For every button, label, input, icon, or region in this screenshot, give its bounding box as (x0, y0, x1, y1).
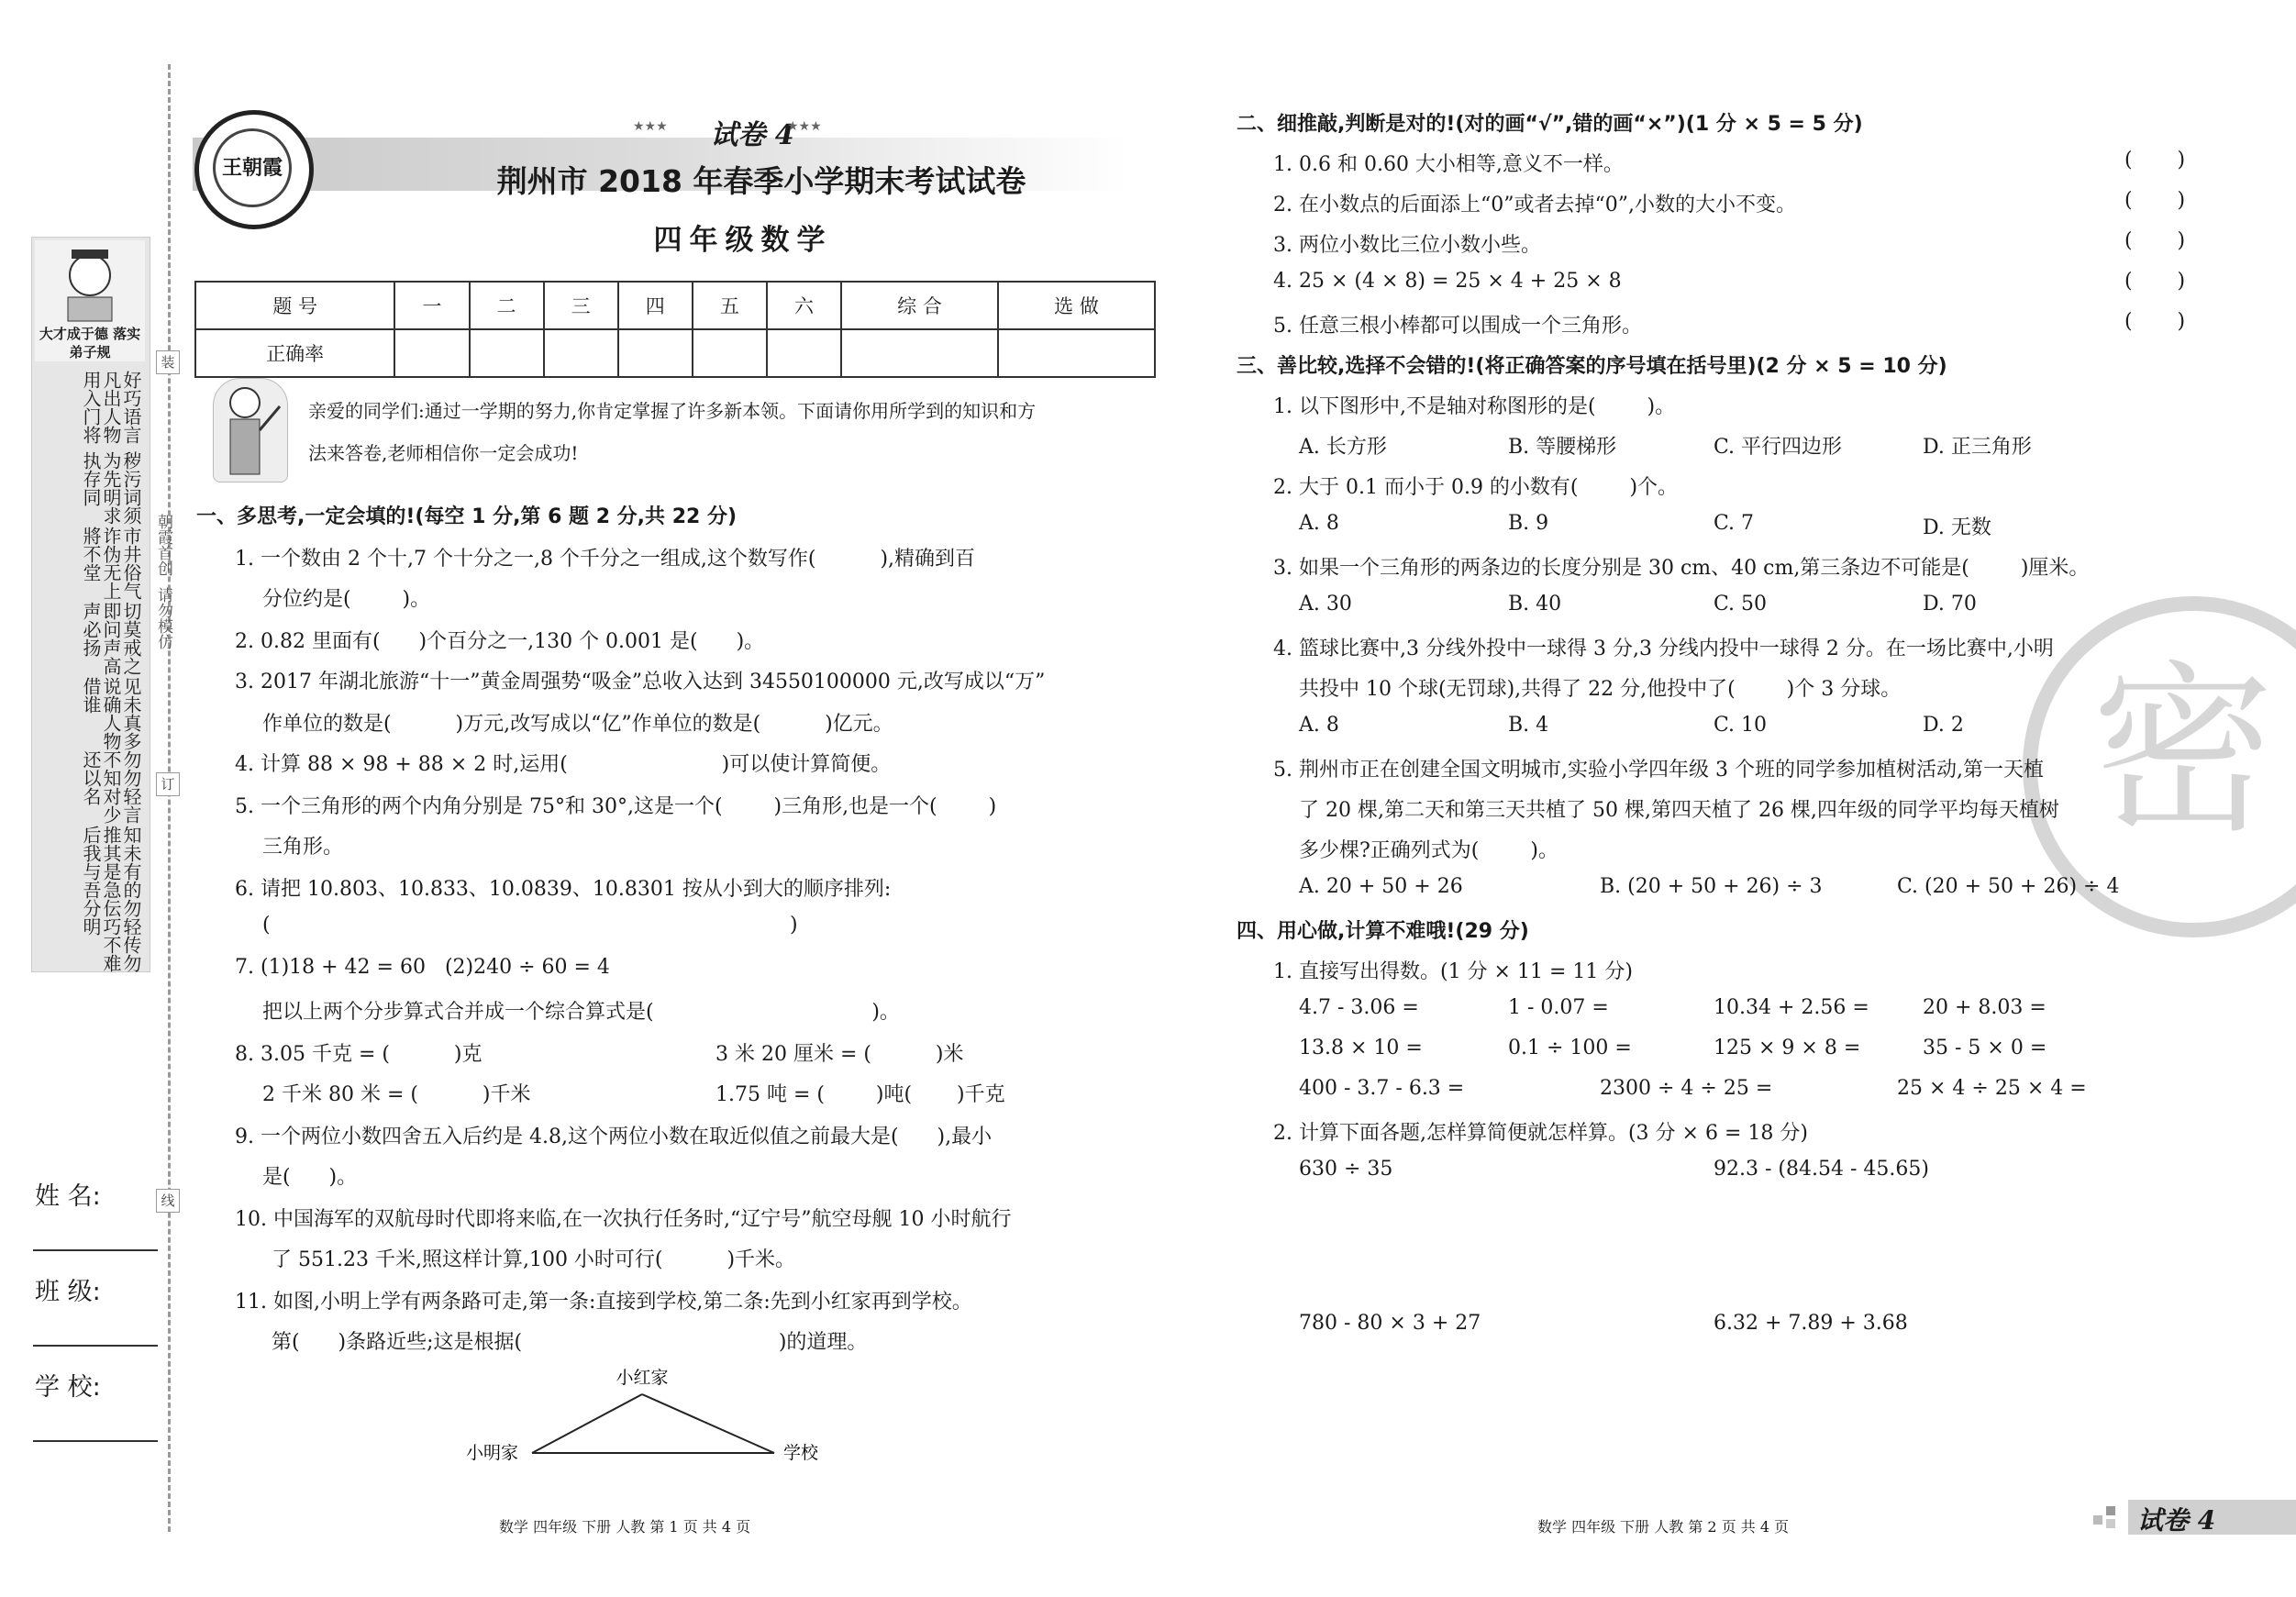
choice-option: B. 9 (1508, 512, 1549, 535)
score-header-cell: 二 (470, 282, 544, 329)
class-label: 班 级: (35, 1278, 101, 1306)
question-line: 5. 一个三角形的两个内角分别是 75°和 30°,这是一个( )三角形,也是一个( ) (235, 795, 997, 818)
choice-question: 多少棵?正确列式为( )。 (1299, 839, 1558, 862)
route-edge (532, 1394, 642, 1453)
scholar-icon (35, 240, 145, 323)
class-field[interactable] (33, 1345, 158, 1347)
calc-item: 1 - 0.07 = (1508, 996, 1609, 1019)
calc-item: 25 × 4 ÷ 25 × 4 = (1897, 1077, 2087, 1100)
score-row-label: 正确率 (195, 329, 394, 377)
vertical-label-nocopy: 请勿模仿 (154, 587, 172, 649)
score-header-cell: 五 (693, 282, 767, 329)
judge-item: 1. 0.6 和 0.60 大小相等,意义不一样。 (1273, 153, 1624, 176)
question-line: 4. 计算 88 × 98 + 88 × 2 时,运用( )可以使计算简便。 (235, 753, 892, 776)
choice-option: A. 30 (1299, 593, 1352, 616)
question-line: 11. 如图,小明上学有两条路可走,第一条:直接到学校,第二条:先到小红家再到学校。 (235, 1291, 972, 1314)
choice-option: B. 4 (1508, 714, 1549, 737)
name-label: 姓 名: (35, 1182, 101, 1211)
score-table (194, 281, 1156, 378)
calc-item: 125 × 9 × 8 = (1714, 1037, 1861, 1059)
motto-block: 秽污词须为先明求执存同 (80, 451, 142, 525)
calc-item: 6.32 + 7.89 + 3.68 (1714, 1312, 1908, 1335)
question-line: 2. 0.82 里面有( )个百分之一,130 个 0.001 是( )。 (235, 630, 765, 653)
stars-right: ★★★ (787, 119, 822, 134)
corner-paper-number: 试卷 4 (2137, 1505, 2216, 1536)
question-line: 了 551.23 千米,照这样计算,100 小时可行( )千米。 (272, 1248, 796, 1271)
route-diagram (459, 1358, 862, 1468)
question-line: 6. 请把 10.803、10.833、10.0839、10.8301 按从小到大的顺序排列: (235, 878, 892, 901)
cut-mark: 装 (156, 350, 180, 374)
score-cell[interactable] (767, 329, 841, 377)
question-line: 把以上两个分步算式合并成一个综合算式是( )。 (262, 1001, 900, 1024)
choice-option: C. 10 (1714, 714, 1768, 737)
score-cell[interactable] (841, 329, 998, 377)
question-line: 7. (1)18 + 42 = 60 (2)240 ÷ 60 = 4 (235, 956, 610, 979)
route-edge (642, 1394, 774, 1453)
vertical-label-original: 朝霞首创 (154, 514, 172, 576)
choice-question: 2. 大于 0.1 而小于 0.9 的小数有( )个。 (1273, 476, 1679, 499)
choice-option: D. 正三角形 (1923, 436, 2032, 459)
name-field[interactable] (33, 1249, 158, 1251)
calc-item: 630 ÷ 35 (1299, 1158, 1393, 1181)
score-cell[interactable] (470, 329, 544, 377)
calc-item: 2300 ÷ 4 ÷ 25 = (1600, 1077, 1773, 1100)
judge-item: 5. 任意三根小棒都可以围成一个三角形。 (1273, 315, 1642, 338)
motto-block: 勿轻传勿伝巧不难分明 (80, 899, 142, 972)
question-line: 作单位的数是( )万元,改写成以“亿”作单位的数是( )亿元。 (262, 713, 893, 736)
choice-option: A. 8 (1299, 714, 1339, 737)
motto-caption: 大才成于德 落实弟子规 (39, 326, 141, 360)
score-header-row (195, 282, 1155, 329)
choice-option: C. (20 + 50 + 26) ÷ 4 (1897, 875, 2120, 898)
question-line: 1.75 吨 = ( )吨( )千克 (715, 1083, 1005, 1106)
stars-left: ★★★ (633, 119, 668, 134)
calc-item: 0.1 ÷ 100 = (1508, 1037, 1632, 1059)
question-line: 2 千米 80 米 = ( )千米 (262, 1083, 531, 1106)
question-line: 10. 中国海军的双航母时代即将来临,在一次执行任务时,“辽宁号”航空母舰 10 小时航行 (235, 1208, 1012, 1231)
score-header-cell: 三 (544, 282, 618, 329)
calc-item: 400 - 3.7 - 6.3 = (1299, 1077, 1465, 1100)
choice-option: A. 8 (1299, 512, 1339, 535)
choice-option: C. 7 (1714, 512, 1755, 535)
score-cell[interactable] (998, 329, 1155, 377)
section-2-heading: 二、细推敲,判断是对的!(对的画“√”,错的画“×”)(1 分 × 5 = 5 分) (1237, 113, 1863, 136)
question-line: 分位约是( )。 (262, 588, 431, 611)
motto-block: 勿勿轻言不知对少还以名 (80, 750, 142, 824)
choice-option: C. 50 (1714, 593, 1768, 616)
judge-item: 4. 25 × (4 × 8) = 25 × 4 + 25 × 8 (1273, 270, 1622, 293)
question-line: 是( )。 (262, 1166, 358, 1189)
motto-block: 见未真多说确人物借谁 (80, 677, 142, 750)
calc-item: 13.8 × 10 = (1299, 1037, 1423, 1059)
cut-mark: 订 (156, 772, 180, 796)
judge-item: 3. 两位小数比三位小数小些。 (1273, 234, 1541, 257)
logo-text: 王朝霞 (213, 128, 292, 207)
question-line: 3 米 20 厘米 = ( )米 (715, 1043, 964, 1066)
section-1-heading: 一、多思考,一定会填的!(每空 1 分,第 6 题 2 分,共 22 分) (196, 505, 738, 528)
score-header-cell: 四 (618, 282, 693, 329)
score-header-cell: 题 号 (195, 282, 394, 329)
calc-item: 780 - 80 × 3 + 27 (1299, 1312, 1481, 1335)
choice-option: A. 20 + 50 + 26 (1299, 875, 1463, 898)
section-3-heading: 三、善比较,选择不会错的!(将正确答案的序号填在括号里)(2 分 × 5 = 10 分) (1237, 355, 1947, 378)
score-cell[interactable] (544, 329, 618, 377)
choice-option: D. 70 (1923, 593, 1977, 616)
cut-mark: 线 (156, 1189, 180, 1213)
diagram-label-top: 小红家 (616, 1368, 669, 1388)
corner-squares-icon (2091, 1495, 2128, 1532)
choice-question: 共投中 10 个球(无罚球),共得了 22 分,他投中了( )个 3 分球。 (1299, 678, 1902, 701)
greeting-line: 亲爱的同学们:通过一学期的努力,你肯定掌握了许多新本领。下面请你用所学到的知识和方 (308, 400, 1037, 422)
question-line: ( ) (262, 914, 798, 937)
motto-block: 切莫戒之即问声高声必扬 (80, 602, 142, 675)
school-label: 学 校: (35, 1373, 101, 1402)
question-line: 8. 3.05 千克 = ( )克 (235, 1043, 482, 1066)
teacher-illustration (213, 378, 288, 482)
score-cell[interactable] (394, 329, 469, 377)
score-cell[interactable] (618, 329, 693, 377)
answer-paren[interactable]: ( ) (2124, 189, 2186, 212)
choice-question: 1. 以下图形中,不是轴对称图形的是( )。 (1273, 395, 1676, 418)
question-line: 第( )条路近些;这是根据( )的道理。 (272, 1331, 868, 1354)
choice-question: 3. 如果一个三角形的两条边的长度分别是 30 cm、40 cm,第三条边不可能是( )厘米。 (1273, 557, 2090, 580)
choice-option: A. 长方形 (1299, 436, 1387, 459)
choice-option: D. 2 (1923, 714, 1964, 737)
answer-paren[interactable]: ( ) (2124, 310, 2186, 333)
motto-block: 知未有的推其是急后我与吾 (80, 826, 142, 899)
secret-seal-char: 密 (2091, 645, 2275, 859)
page-title: 荆州市 2018 年春季小学期末考试试卷 (496, 163, 1026, 199)
question-line: 三角形。 (262, 836, 344, 859)
calc-title: 1. 直接写出得数。(1 分 × 11 = 11 分) (1273, 960, 1633, 983)
paper-number: 试卷 4 (710, 119, 794, 151)
calc-item: 92.3 - (84.54 - 45.65) (1714, 1158, 1929, 1181)
footer-right: 数学 四年级 下册 人教 第 2 页 共 4 页 (1537, 1518, 1790, 1536)
calc-item: 10.34 + 2.56 = (1714, 996, 1869, 1019)
question-line: 1. 一个数由 2 个十,7 个十分之一,8 个千分之一组成,这个数写作( ),精确到百 (235, 548, 976, 571)
choice-question: 4. 篮球比赛中,3 分线外投中一球得 3 分,3 分线内投中一球得 2 分。在一场比赛中,小明 (1273, 638, 2054, 660)
calc-item: 35 - 5 × 0 = (1923, 1037, 2047, 1059)
diagram-label-right: 学校 (783, 1443, 819, 1463)
diagram-label-left: 小明家 (466, 1443, 519, 1463)
choice-option: B. (20 + 50 + 26) ÷ 3 (1600, 875, 1823, 898)
choice-question: 了 20 棵,第二天和第三天共植了 50 棵,第四天植了 26 棵,四年级的同学平均每天植树 (1299, 799, 2059, 822)
footer-left: 数学 四年级 下册 人教 第 1 页 共 4 页 (499, 1518, 751, 1536)
calc-title: 2. 计算下面各题,怎样算简便就怎样算。(3 分 × 6 = 18 分) (1273, 1122, 1808, 1145)
calc-item: 20 + 8.03 = (1923, 996, 2046, 1019)
score-header-cell: 六 (767, 282, 841, 329)
score-header-cell: 一 (394, 282, 469, 329)
school-field[interactable] (33, 1440, 158, 1442)
page-subtitle: 四年级数学 (653, 224, 833, 257)
score-header-cell: 选 做 (998, 282, 1155, 329)
choice-option: B. 等腰梯形 (1508, 436, 1617, 459)
calc-item: 4.7 - 3.06 = (1299, 996, 1419, 1019)
score-header-cell: 综 合 (841, 282, 998, 329)
motto-block: 市井俗气诈伪无上將不堂 (80, 527, 142, 600)
section-4-heading: 四、用心做,计算不难哦!(29 分) (1237, 920, 1529, 943)
answer-paren[interactable]: ( ) (2124, 149, 2186, 172)
question-line: 9. 一个两位小数四舍五入后约是 4.8,这个两位小数在取近似值之前最大是( ),最小 (235, 1126, 993, 1148)
motto-block: 好巧语言凡出人物用入门将 (80, 371, 142, 444)
score-row (195, 329, 1155, 377)
judge-item: 2. 在小数点的后面添上“0”或者去掉“0”,小数的大小不变。 (1273, 194, 1796, 216)
score-cell[interactable] (693, 329, 767, 377)
choice-question: 5. 荆州市正在创建全国文明城市,实验小学四年级 3 个班的同学参加植树活动,第一天植 (1273, 759, 2044, 782)
greeting-line: 法来答卷,老师相信你一定会成功! (308, 442, 579, 464)
choice-option: C. 平行四边形 (1714, 436, 1843, 459)
cut-line (168, 64, 171, 1532)
teacher-icon (214, 379, 287, 482)
question-line: 3. 2017 年湖北旅游“十一”黄金周强势“吸金”总收入达到 34550100000 元,改写成以“万” (235, 671, 1046, 693)
answer-paren[interactable]: ( ) (2124, 270, 2186, 293)
answer-paren[interactable]: ( ) (2124, 229, 2186, 252)
choice-option: D. 无数 (1923, 516, 1991, 539)
choice-option: B. 40 (1508, 593, 1562, 616)
